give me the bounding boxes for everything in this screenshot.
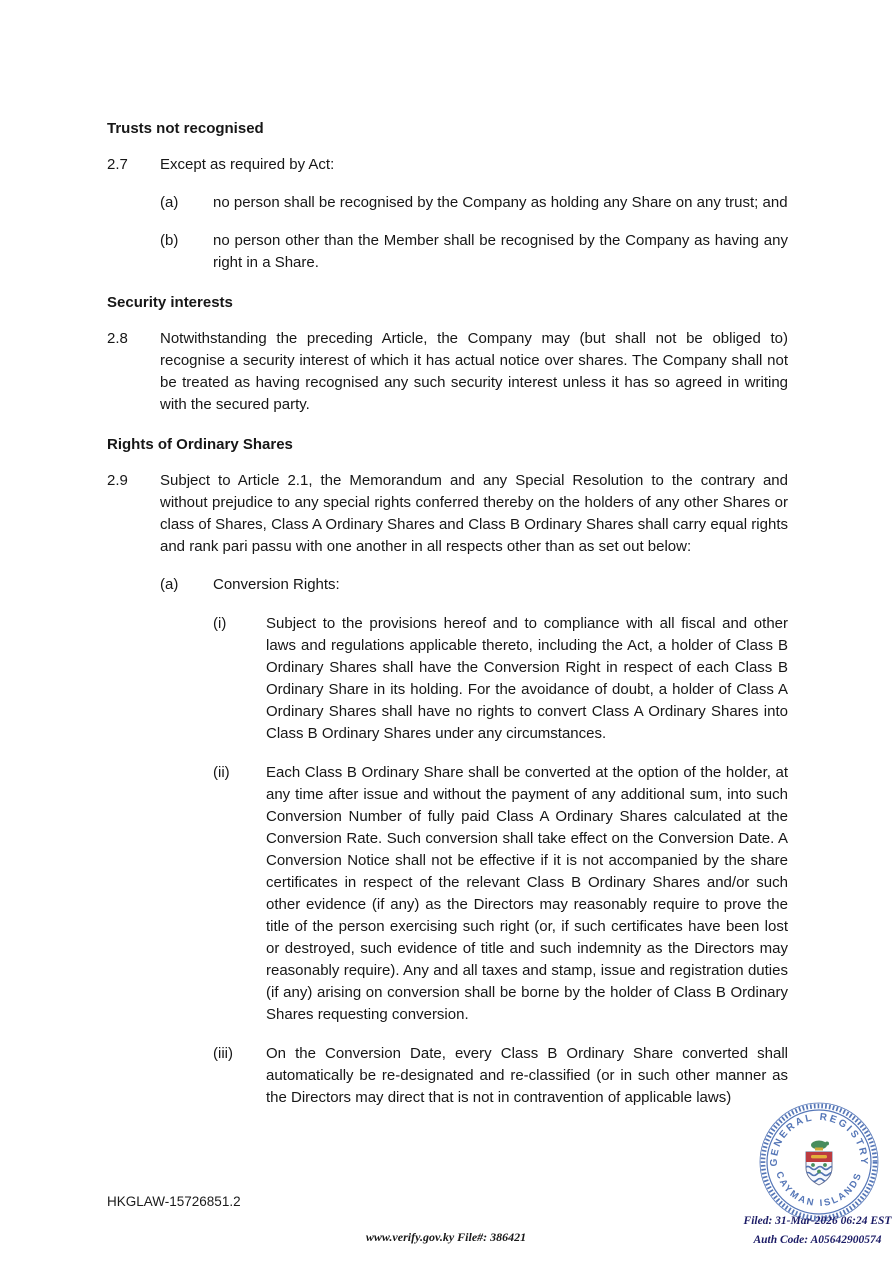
clause-2-7	[107, 154, 788, 176]
clause-number: 2.9	[107, 472, 128, 489]
clause-text: Subject to Article 2.1, the Memorandum and any Special Resolution to the contrary and without prejudice to any special rights conferred thereby on the holders of any other Shares or class of Shares, Class A Ordinary Shares and Class B Ordinary Shares shall carry equal rights and rank pari passu with one another in all respects other than as set out below:	[160, 472, 788, 555]
list-item-text: Subject to the provisions hereof and to compliance with all fiscal and other laws and regulations applicable thereto, including the Act, a holder of Class B Ordinary Shares shall have the Conversion Right in respect of each Class B Ordinary Share in its holding. For the avoidance of doubt, a holder of Class A Ordinary Shares shall have no rights to convert Class A Ordinary Shares into Class B Ordinary Shares under any circumstances.	[266, 615, 788, 742]
seal-bottom-text: CAYMAN ISLANDS	[773, 1170, 865, 1210]
list-marker: (a)	[160, 576, 179, 593]
list-item-ii	[107, 762, 788, 1026]
clause-2-9	[107, 470, 788, 558]
filing-stamp	[735, 1212, 892, 1250]
registry-seal-icon	[757, 1100, 881, 1224]
cayman-coat-of-arms-icon	[805, 1141, 835, 1186]
verify-url-line: www.verify.gov.ky File#: 386421	[365, 1230, 527, 1244]
list-item-text: no person other than the Member shall be recognised by the Company as having any right in a Share.	[213, 232, 788, 271]
list-item-iii	[107, 1043, 788, 1109]
document-body	[107, 0, 788, 1109]
list-item-a	[107, 192, 788, 214]
list-marker: (iii)	[213, 1045, 233, 1062]
clause-2-8	[107, 328, 788, 416]
list-item-b	[107, 230, 788, 274]
list-marker: (i)	[213, 615, 227, 632]
clause-number: 2.8	[107, 330, 128, 347]
list-item-i	[107, 613, 788, 745]
list-marker: (ii)	[213, 764, 230, 781]
document-reference: HKGLAW-15726851.2	[107, 1194, 241, 1209]
section-heading-trusts: Trusts not recognised	[107, 120, 264, 137]
list-item-text: On the Conversion Date, every Class B Ordinary Share converted shall automatically be re-designated and re-classified (or in such other manner as the Directors may direct that is not in contravention of applicable laws)	[266, 1045, 788, 1106]
list-marker: (b)	[160, 232, 179, 249]
list-item-text: Each Class B Ordinary Share shall be converted at the option of the holder, at any time after issue and without the payment of any additional sum, into such Conversion Number of fully paid Class A Ordinary Shares calculated at the Conversion Rate. Such conversion shall take effect on the Conversion Date. A Conversion Notice shall not be effective if it is not accompanied by the share certificates in respect of the relevant Class B Ordinary Shares and/or such other evidence (if any) as the Directors may reasonably require to prove the title of the person exercising such right (or, if such certificates have been lost or destroyed, such evidence of title and such indemnity as the Directors may reasonably require). Any and all taxes and stamp, issue and registration duties (if any) arising on conversion shall be borne by the holder of Class B Ordinary Shares requesting conversion.	[266, 764, 788, 1023]
list-marker: (a)	[160, 194, 179, 211]
filed-date-line: Filed: 31-Mar-2026 06:24 EST	[743, 1215, 892, 1227]
auth-code-line: Auth Code: A05642900574	[753, 1234, 882, 1246]
list-item-text: Conversion Rights:	[213, 576, 340, 593]
section-heading-security: Security interests	[107, 294, 233, 311]
clause-text: Notwithstanding the preceding Article, the Company may (but shall not be obliged to) recognise a security interest of which it has actual notice over shares. The Company shall not be treated as having recognised any such security interest unless it has so agreed in writing with the secured party.	[160, 330, 788, 413]
seal-top-text: GENERAL REGISTRY	[768, 1111, 870, 1167]
list-item-a-conversion	[107, 574, 788, 596]
list-item-text: no person shall be recognised by the Company as holding any Share on any trust; and	[213, 194, 788, 211]
clause-number: 2.7	[107, 156, 128, 173]
section-heading-rights: Rights of Ordinary Shares	[107, 436, 293, 453]
registry-seal	[757, 1100, 881, 1224]
clause-text: Except as required by Act:	[160, 156, 335, 173]
